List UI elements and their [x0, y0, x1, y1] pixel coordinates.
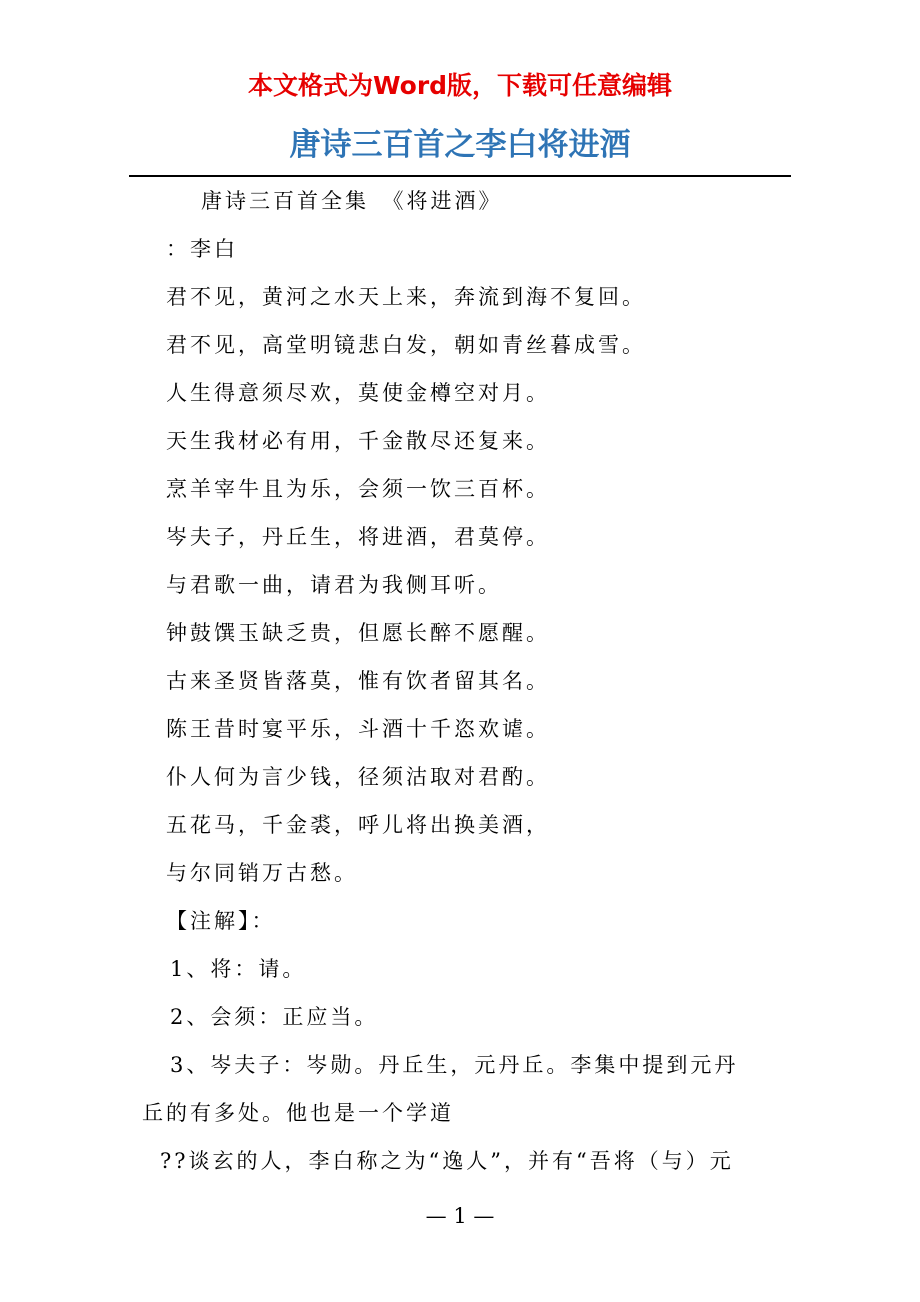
annotation-item: 2、会须：正应当。 [170, 1005, 379, 1029]
annotation-item: 1、将：请。 [170, 957, 307, 981]
poem-line: 君不见，高堂明镜悲白发，朝如青丝暮成雪。 [166, 333, 646, 357]
page-number: — 1 — [425, 1204, 495, 1228]
document-title: 唐诗三百首之李白将进酒 [289, 127, 631, 163]
poem-line: 与尔同销万古愁。 [166, 861, 358, 885]
poem-line: 烹羊宰牛且为乐，会须一饮三百杯。 [166, 477, 550, 501]
poem-line: 钟鼓馔玉缺乏贵，但愿长醉不愿醒。 [166, 621, 550, 645]
poem-line: 天生我材必有用，千金散尽还复来。 [166, 429, 550, 453]
annotation-item: 3、岑夫子：岑勋。丹丘生，元丹丘。李集中提到元丹 [170, 1053, 739, 1077]
author-line: ：李白 [166, 237, 238, 261]
collection-heading-line: 唐诗三百首全集 《将进酒》 [201, 189, 503, 213]
poem-line: 五花马，千金裘，呼儿将出换美酒， [166, 813, 550, 837]
download-notice-banner: 本文格式为Word版，下载可任意编辑 [247, 71, 673, 100]
poem-line: 君不见，黄河之水天上来，奔流到海不复回。 [166, 285, 646, 309]
poem-line: 仆人何为言少钱，径须沽取对君酌。 [166, 765, 550, 789]
poem-line: 古来圣贤皆落莫，惟有饮者留其名。 [166, 669, 550, 693]
poem-line: 人生得意须尽欢，莫使金樽空对月。 [166, 381, 550, 405]
annotation-continuation: ??谈玄的人，李白称之为“逸人”，并有“吾将（与）元 [160, 1149, 734, 1173]
annotation-continuation: 丘的有多处。他也是一个学道 [142, 1101, 454, 1125]
annotation-heading: 【注解】： [166, 909, 276, 933]
poem-line: 与君歌一曲，请君为我侧耳听。 [166, 573, 502, 597]
poem-line: 岑夫子，丹丘生，将进酒，君莫停。 [166, 525, 550, 549]
poem-line: 陈王昔时宴平乐，斗酒十千恣欢谑。 [166, 717, 550, 741]
